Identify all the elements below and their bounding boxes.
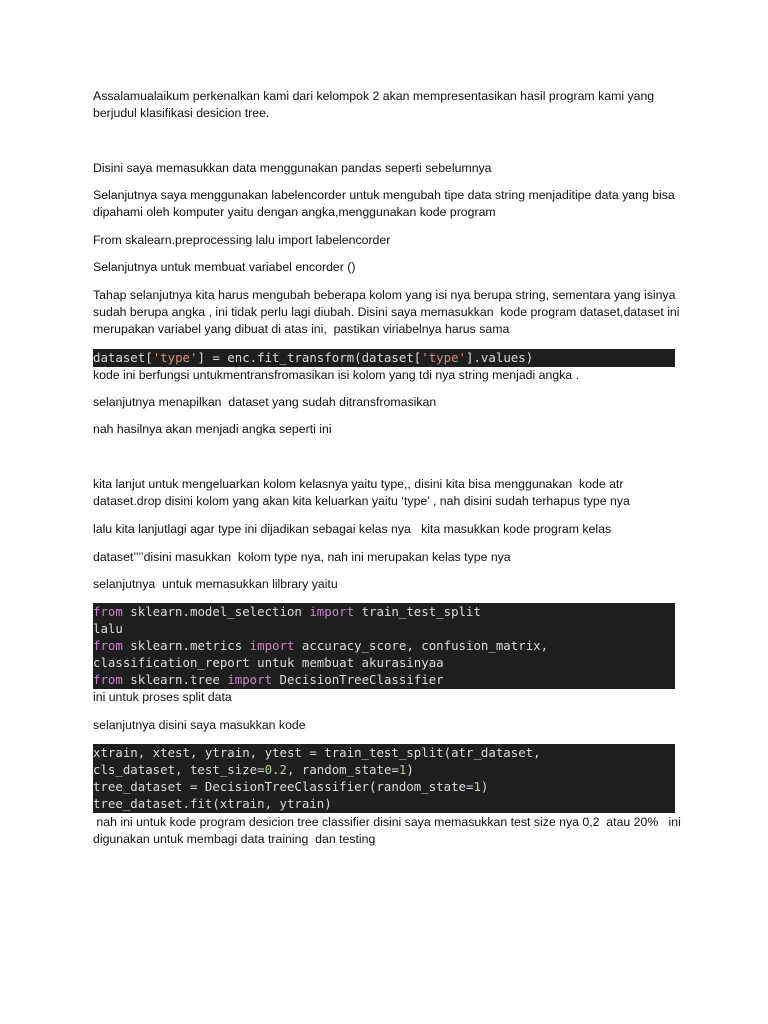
code-line bbox=[93, 671, 675, 688]
paragraph: From skalearn.preprocessing lalu import labelencorder bbox=[93, 233, 391, 247]
paragraph: Selanjutnya saya menggunakan labelencorder untuk mengubah tipe data string menjaditipe data yang bisa dipahami oleh komputer yaitu dengan angka,menggunakan kode program bbox=[93, 188, 679, 219]
code-keyword: import bbox=[227, 672, 273, 687]
code-token: classification_report untuk membuat akurasinyaa bbox=[93, 655, 444, 670]
code-token: tree_dataset = DecisionTreeClassifier(random_state= bbox=[93, 779, 474, 794]
code-token: DecisionTreeClassifier bbox=[272, 672, 444, 687]
code-block-imports bbox=[93, 603, 675, 689]
code-token: accuracy_score, confusion_matrix, bbox=[294, 638, 549, 653]
code-number: 0.2 bbox=[264, 762, 287, 777]
intro-paragraph: Assalamualaikum perkenalkan kami dari kelompok 2 akan mempresentasikan hasil program kami yang berjudul klasifikasi desicion tree. bbox=[93, 89, 658, 120]
code-token: ) bbox=[480, 779, 489, 794]
code-string: 'type' bbox=[421, 350, 467, 365]
paragraph: ini untuk proses split data bbox=[93, 690, 232, 704]
paragraph: selanjutnya untuk memasukkan lilbrary yaitu bbox=[93, 577, 338, 591]
code-line bbox=[93, 795, 675, 812]
code-token: sklearn.tree bbox=[122, 672, 228, 687]
paragraph: nah ini untuk kode program desicion tree classifier disini saya memasukkan test size nya 0,2 atau 20% ini digunakan untuk membagi data training dan testing bbox=[93, 815, 685, 846]
code-token: xtrain, xtest, ytrain, ytest = train_test_split(atr_dataset, bbox=[93, 745, 541, 760]
code-line bbox=[93, 637, 675, 654]
code-string: 'type' bbox=[152, 350, 198, 365]
code-keyword: from bbox=[93, 672, 123, 687]
code-token: tree_dataset.fit(xtrain, ytrain) bbox=[93, 796, 332, 811]
code-token: dataset[ bbox=[93, 350, 153, 365]
code-block-split bbox=[93, 744, 675, 813]
code-token: cls_dataset, test_size= bbox=[93, 762, 265, 777]
code-line bbox=[93, 778, 675, 795]
code-token: sklearn.model_selection bbox=[122, 604, 310, 619]
code-line bbox=[93, 603, 675, 620]
paragraph: kita lanjut untuk mengeluarkan kolom kelasnya yaitu type,, disini kita bisa menggunakan kode atr dataset.drop disini kolom yang akan kita keluarkan yaitu ‘type’ , nah disini sudah terhapus type nya bbox=[93, 477, 630, 508]
paragraph: Tahap selanjutnya kita harus mengubah beberapa kolom yang isi nya berupa string, sementara yang isinya sudah berupa angka , ini tidak perlu lagi diubah. Disini saya memasukkan kode program dataset,dataset ini merupakan variabel yang dibuat di atas ini, pastikan viriabelnya harus sama bbox=[93, 288, 683, 336]
paragraph: selanjutnya disini saya masukkan kode bbox=[93, 718, 306, 732]
paragraph: lalu kita lanjutlagi agar type ini dijadikan sebagai kelas nya kita masukkan kode program kelas bbox=[93, 522, 612, 536]
code-line bbox=[93, 654, 675, 671]
code-token: lalu bbox=[93, 621, 123, 636]
code-token: train_test_split bbox=[354, 604, 481, 619]
code-number: 1 bbox=[473, 779, 481, 794]
paragraph: selanjutnya menapilkan dataset yang sudah ditransfromasikan bbox=[93, 395, 437, 409]
code-line bbox=[93, 620, 675, 637]
code-line bbox=[93, 761, 675, 778]
code-block-transform bbox=[93, 349, 675, 367]
paragraph: Disini saya memasukkan data menggunakan pandas seperti sebelumnya bbox=[93, 161, 492, 175]
code-keyword: import bbox=[249, 638, 295, 653]
code-token: sklearn.metrics bbox=[122, 638, 250, 653]
code-token: ) bbox=[406, 762, 414, 777]
code-keyword: from bbox=[93, 638, 123, 653]
code-keyword: from bbox=[93, 604, 123, 619]
paragraph: Selanjutnya untuk membuat variabel encorder () bbox=[93, 260, 356, 274]
code-token: ].values) bbox=[466, 350, 534, 365]
paragraph: dataset’’’’disini masukkan kolom type nya, nah ini merupakan kelas type nya bbox=[93, 550, 511, 564]
code-keyword: import bbox=[309, 604, 355, 619]
code-line bbox=[93, 744, 675, 761]
code-line bbox=[93, 349, 675, 366]
paragraph: kode ini berfungsi untukmentransfromasikan isi kolom yang tdi nya string menjadi angka . bbox=[93, 368, 579, 382]
code-token: ] = enc.fit_transform(dataset[ bbox=[197, 350, 422, 365]
code-number: 1 bbox=[398, 762, 407, 777]
code-token: , random_state= bbox=[286, 762, 399, 777]
paragraph: nah hasilnya akan menjadi angka seperti ini bbox=[93, 422, 332, 436]
